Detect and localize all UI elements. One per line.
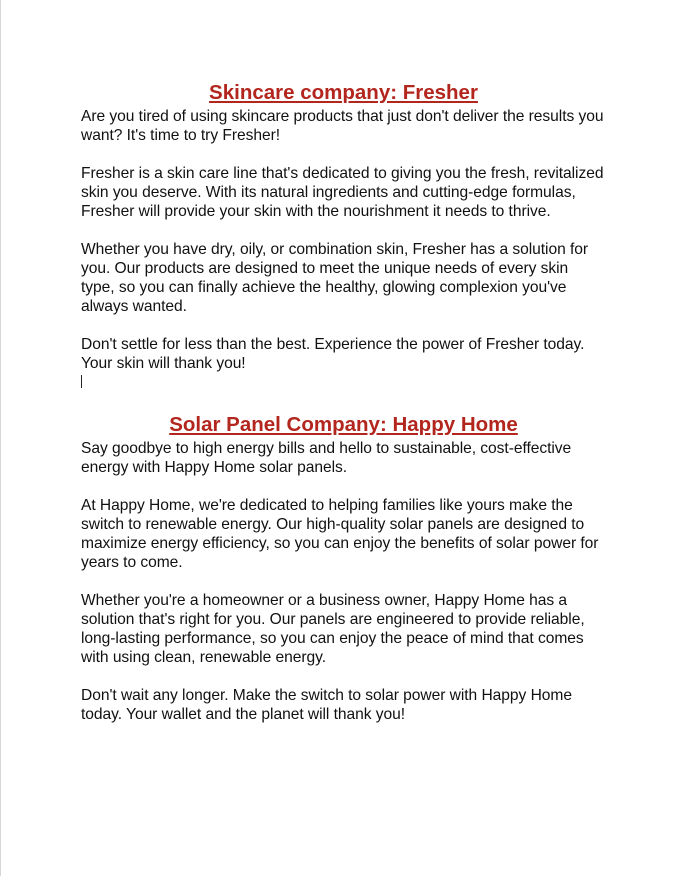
paragraph: Are you tired of using skincare products that just don't deliver the results you want? It's time to try Fresher!	[81, 108, 604, 144]
paragraph: Don't wait any longer. Make the switch to solar power with Happy Home today. Your wallet and the planet will thank you!	[81, 687, 572, 723]
paragraph: Fresher is a skin care line that's dedicated to giving you the fresh, revitalized skin you deserve. With its natural ingredients and cutting-edge formulas, Fresher will provide your skin with the nourishment it needs to thrive.	[81, 165, 604, 220]
section-title-skincare: Skincare company: Fresher	[209, 81, 478, 104]
text-cursor	[81, 375, 82, 388]
empty-line[interactable]	[81, 373, 606, 411]
section-title-solar: Solar Panel Company: Happy Home	[169, 413, 518, 436]
document-body[interactable]	[81, 79, 606, 724]
page-left-edge	[0, 0, 1, 876]
paragraph: Whether you have dry, oily, or combination skin, Fresher has a solution for you. Our products are designed to meet the unique needs of every skin type, so you can finally achieve the healthy, glowing complexion you've always wanted.	[81, 241, 589, 315]
section-solar	[81, 411, 606, 724]
paragraph: At Happy Home, we're dedicated to helping families like yours make the switch to renewable energy. Our high-quality solar panels are designed to maximize energy efficiency, so you can enjoy the benefits of solar power for years to come.	[81, 497, 599, 571]
paragraph: Say goodbye to high energy bills and hello to sustainable, cost-effective energy with Happy Home solar panels.	[81, 440, 572, 476]
paragraph: Whether you're a homeowner or a business owner, Happy Home has a solution that's right for you. Our panels are engineered to provide reliable, long-lasting performance, so you can enjoy the peace of mind that comes with using clean, renewable energy.	[81, 592, 585, 666]
section-skincare	[81, 79, 606, 373]
paragraph: Don't settle for less than the best. Experience the power of Fresher today. Your skin will thank you!	[81, 336, 585, 372]
